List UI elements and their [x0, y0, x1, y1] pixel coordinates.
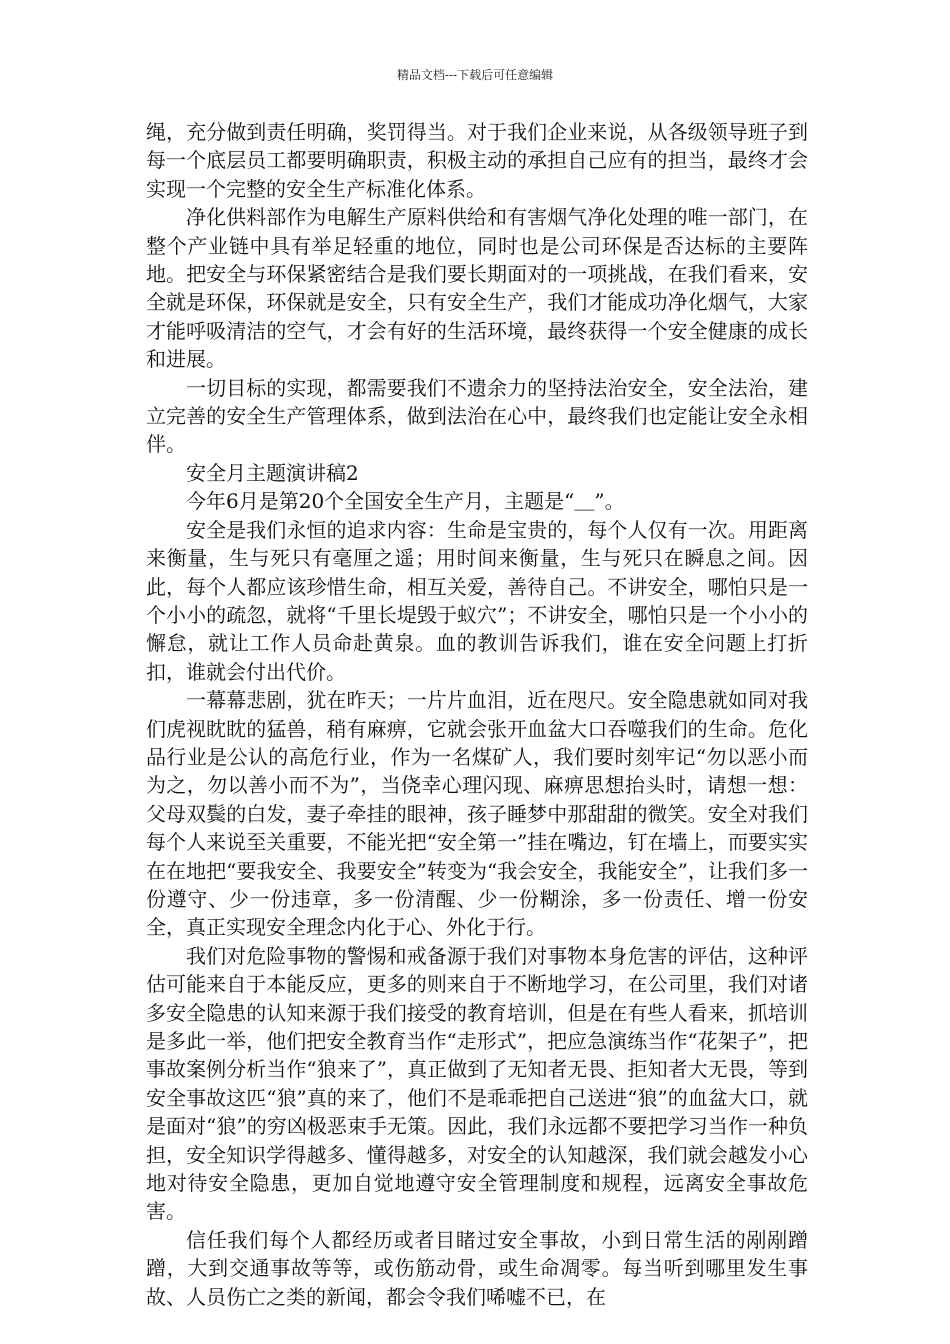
paragraph: 一幕幕悲剧，犹在昨天；一片片血泪，近在咫尺。安全隐患就如同对我们虎视眈眈的猛兽，稍有麻痹，它就会张开血盆大口吞噬我们的生命。危化品行业是公认的高危行业，作为一名煤矿人，我们要时刻牢记“勿以恶小而为之，勿以善小而不为”，当侥幸心理闪现、麻痹思想抬头时，请想一想：父母双鬓的白发，妻子牵挂的眼神，孩子睡梦中那甜甜的微笑。安全对我们每个人来说至关重要，不能光把“安全第一”挂在嘴边，钉在墙上，而要实实在在地把“要我安全、我要安全”转变为“我会安全，我能安全”，让我们多一份遵守、少一份违章，多一份清醒、少一份糊涂，多一份责任、增一份安全，真正实现安全理念内化于心、外化于行。	[146, 688, 808, 940]
paragraph: 我们对危险事物的警惕和戒备源于我们对事物本身危害的评估，这种评估可能来自于本能反应，更多的则来自于不断地学习，在公司里，我们对诸多安全隐患的认知来源于我们接受的教育培训，但是在有些人看来，抓培训是多此一举，他们把安全教育当作“走形式”，把应急演练当作“花架子”，把事故案例分析当作“狼来了”，真正做到了无知者无畏、拒知者大无畏，等到安全事故这匹“狼”真的来了，他们不是乖乖把自己送进“狼”的血盆大口，就是面对“狼”的穷凶极恶束手无策。因此，我们永远都不要把学习当作一种负担，安全知识学得越多、懂得越多，对安全的认知越深，我们就会越发小心地对待安全隐患，更加自觉地遵守安全管理制度和规程，远离安全事故危害。	[146, 943, 808, 1224]
paragraph: 安全是我们永恒的追求内容：生命是宝贵的，每个人仅有一次。用距离来衡量，生与死只有毫厘之遥；用时间来衡量，生与死只在瞬息之间。因此，每个人都应该珍惜生命，相互关爱，善待自己。不讲安全，哪怕只是一个小小的疏忽，就将“千里长堤毁于蚁穴”；不讲安全，哪怕只是一个小小的懈怠，就让工作人员命赴黄泉。血的教训告诉我们，谁在安全问题上打折扣，谁就会付出代价。	[146, 517, 808, 684]
paragraph: 净化供料部作为电解生产原料供给和有害烟气净化处理的唯一部门，在整个产业链中具有举足轻重的地位，同时也是公司环保是否达标的主要阵地。把安全与环保紧密结合是我们要长期面对的一项挑战，在我们看来，安全就是环保，环保就是安全，只有安全生产，我们才能成功净化烟气，大家才能呼吸清洁的空气，才会有好的生活环境，最终获得一个安全健康的成长和进展。	[146, 205, 808, 372]
page-header: 精品文档---下载后可任意编辑	[396, 68, 554, 82]
paragraph: 今年6月是第20个全国安全生产月，主题是“＿”。	[186, 489, 625, 514]
section-title: 安全月主题演讲稿2	[186, 460, 359, 485]
paragraph: 信任我们每个人都经历或者目睹过安全事故，小到日常生活的剐剐蹭蹭，大到交通事故等等，或伤筋动骨，或生命凋零。每当听到哪里发生事故、人员伤亡之类的新闻，都会令我们唏嘘不已，在	[146, 1227, 808, 1309]
paragraph-continuation: 绳，充分做到责任明确，奖罚得当。对于我们企业来说，从各级领导班子到每一个底层员工都要明确职责，积极主动的承担自己应有的担当，最终才会实现一个完整的安全生产标准化体系。	[146, 120, 808, 201]
document-body	[146, 118, 808, 1311]
paragraph: 一切目标的实现，都需要我们不遗余力的坚持法治安全，安全法治，建立完善的安全生产管理体系，做到法治在心中，最终我们也定能让安全永相伴。	[146, 375, 808, 457]
